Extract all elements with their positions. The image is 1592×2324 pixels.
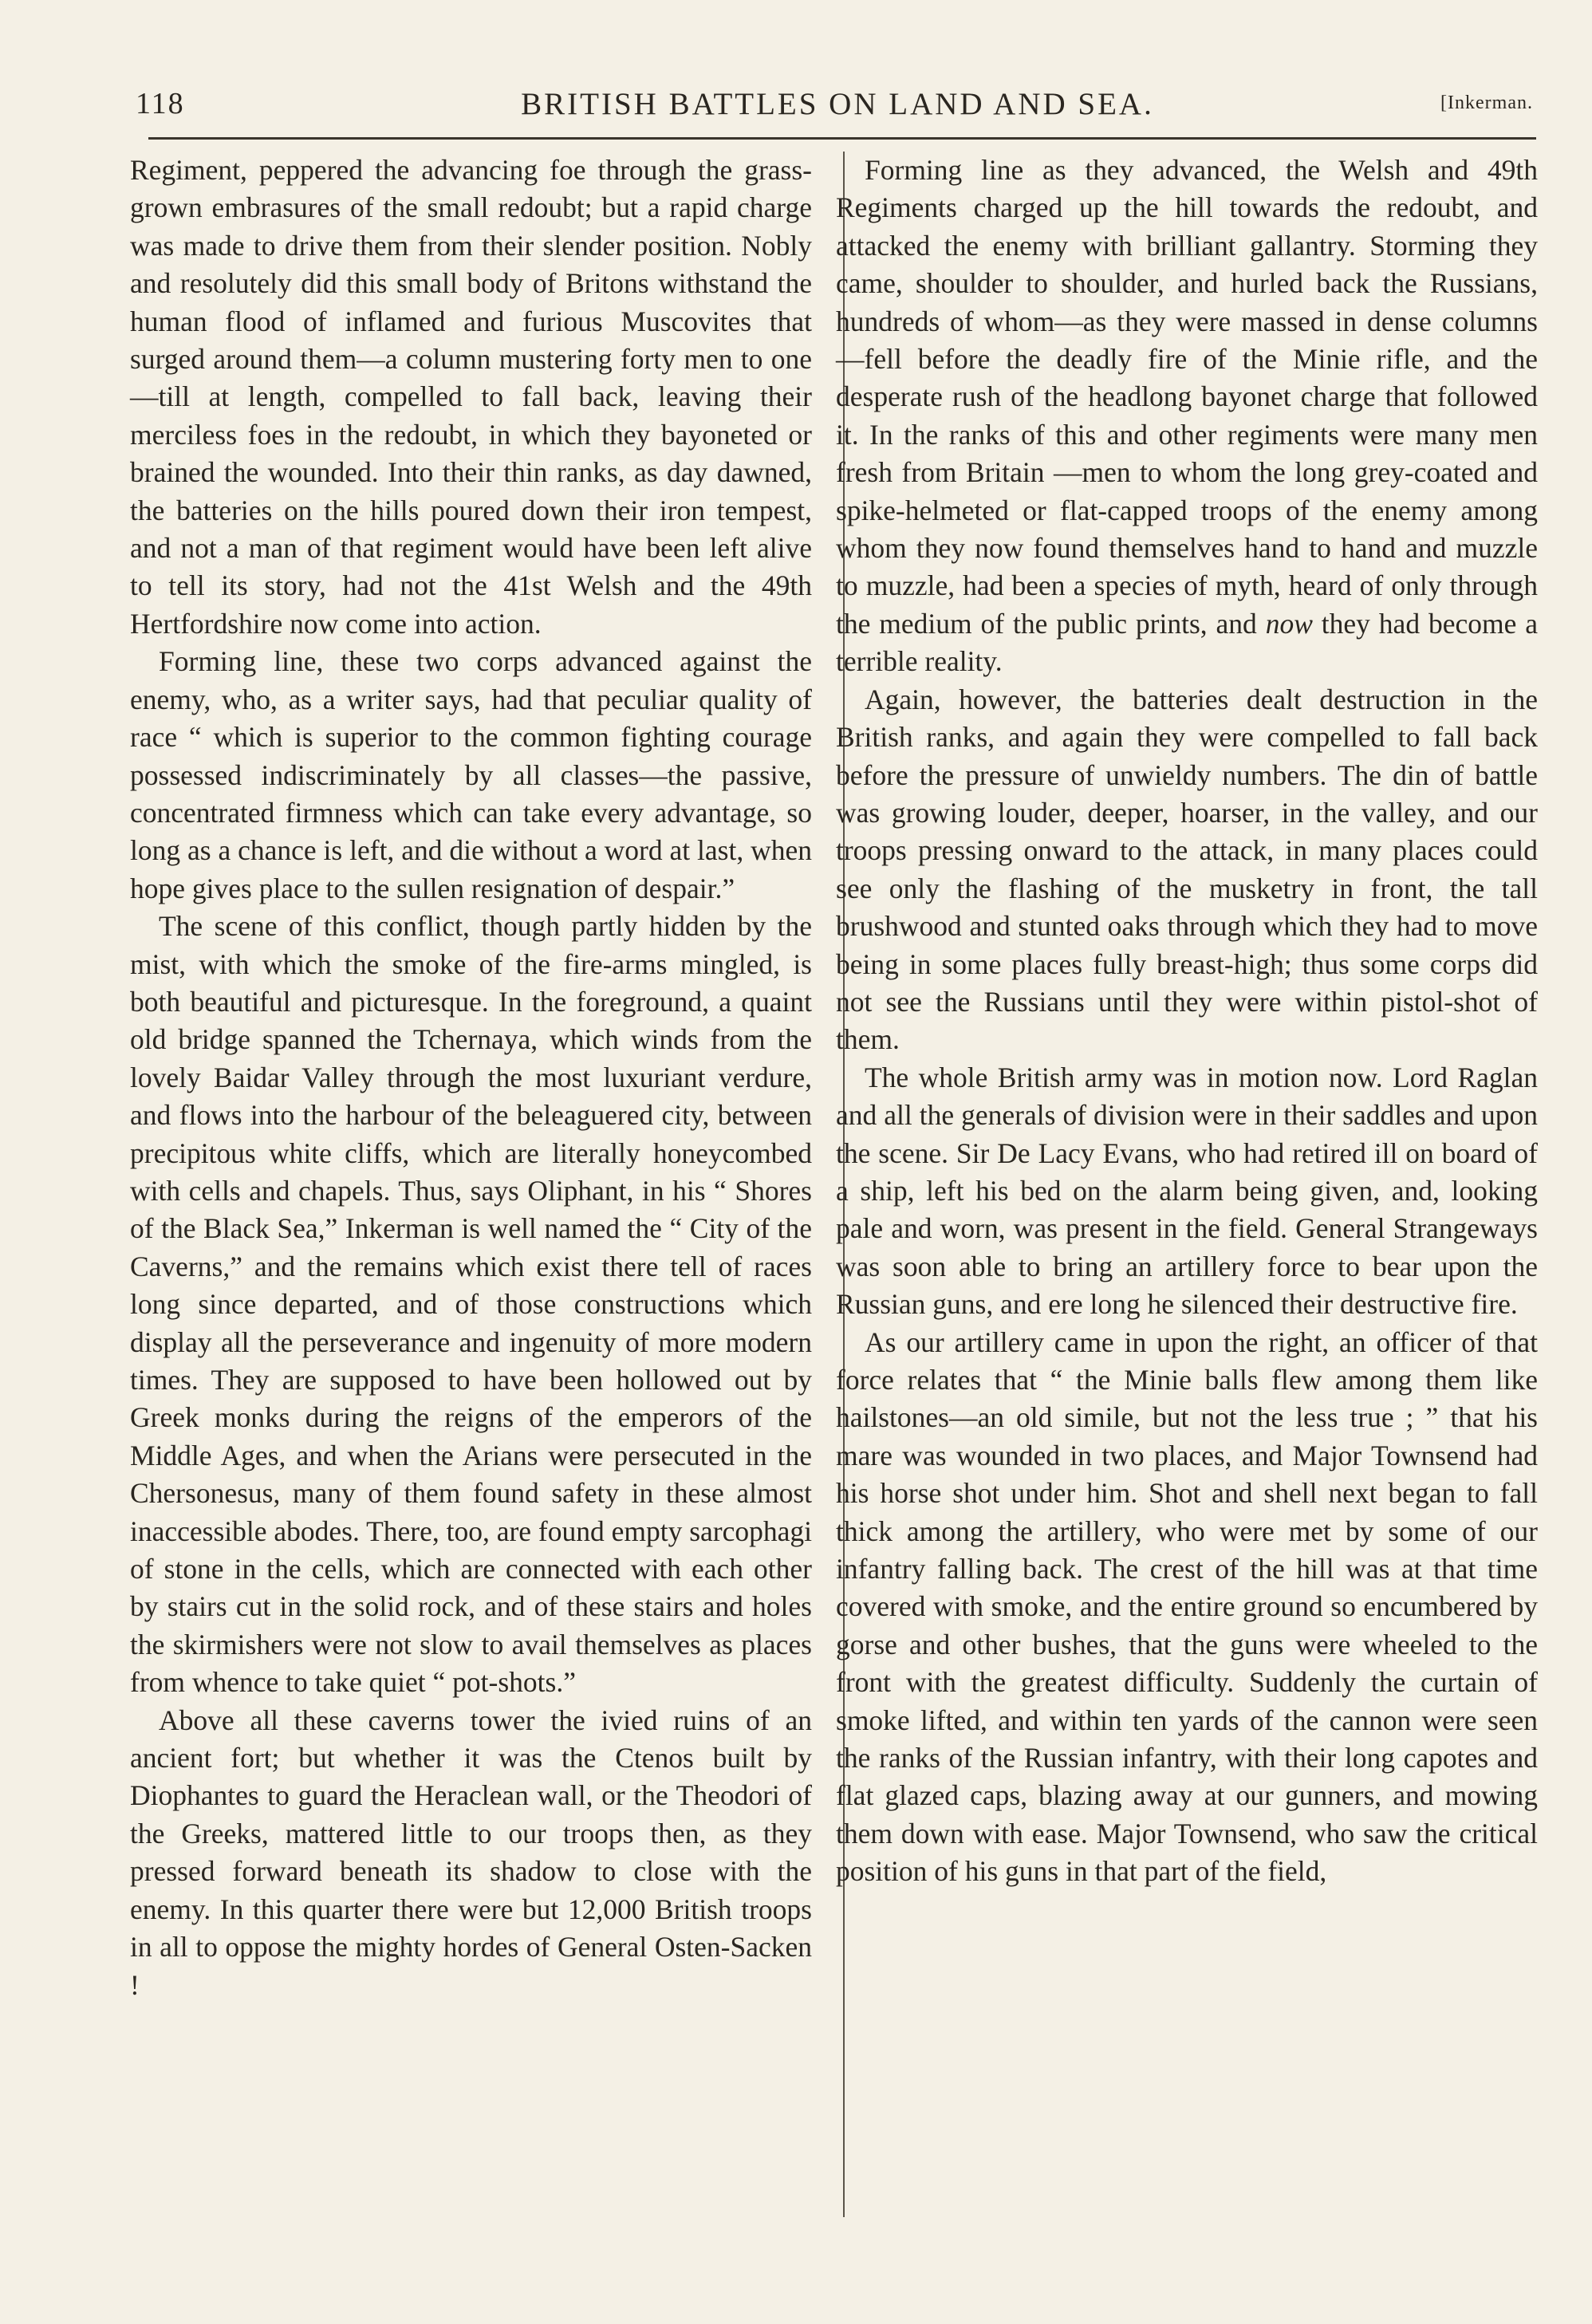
right-column (836, 152, 1538, 1891)
paragraph: The whole British army was in motion now. Lord Raglan and all the generals of division were in their saddles and upon the scene. Sir De Lacy Evans, who had retired ill on board of a ship, left his bed on the alarm being given, and, looking pale and worn, was present in the field. General Strangeways was soon able to bring an artillery force to bear upon the Russian guns, and ere long he silenced their destructive fire. (836, 1061, 1538, 1321)
paragraph: As our artillery came in upon the right, an officer of that force relates that “ the Minie balls flew among them like hailstones—an old simile, but not the less true ; ” that his mare was wounded in two places, and Major Townsend had his horse shot under him. Shot and shell next began to fall thick among the artillery, who were met by some of our infantry falling back. The crest of the hill was at that time covered with smoke, and the entire ground so encumbered by gorse and other bushes, that the guns were wheeled to the front with the greatest difficulty. Suddenly the curtain of smoke lifted, and within ten yards of the cannon were seen the ranks of the Russian infantry, with their long capotes and flat glazed caps, blazing away at our gunners, and mowing them down with ease. Major Townsend, who saw the critical position of his guns in that part of the field, (836, 1325, 1538, 1888)
paragraph: Again, however, the batteries dealt destruction in the British ranks, and again they were compelled to fall back before the pressure of unwieldy numbers. The din of battle was growing louder, deeper, hoarser, in the valley, and our troops pressing onward to the attack, in many places could see only the flashing of the musketry in front, the tall brushwood and stunted oaks through which they had to move being in some places fully breast-high; thus some corps did not see the Russians until they were within pistol-shot of them. (836, 683, 1538, 1056)
section-tag: [Inkerman. (1440, 93, 1533, 113)
paragraph-text: Forming line as they advanced, the Welsh and 49th Regiments charged up the hill towards the redoubt, and attacked the enemy with brilliant gallantry. Storming they came, shoulder to shoulder, and hurled back the Russians, hundreds of whom—as they were massed in dense columns—fell before the deadly fire of the Minie rifle, and the desperate rush of the headlong bayonet charge that followed it. In the ranks of this and other regiments were many men fresh from Britain —men to whom the long grey-coated and spike-helmeted or flat-capped troops of the enemy among whom they now found themselves hand to hand and muzzle to muzzle, had been a species of myth, heard of only through the medium of the public prints, and (836, 154, 1538, 640)
page-number: 118 (136, 87, 185, 120)
paragraph-text: they had become a terrible reality. (836, 607, 1539, 678)
page-header (136, 80, 1539, 129)
italic-word: now (1265, 607, 1313, 640)
paragraph: Above all these caverns tower the ivied ruins of an ancient fort; but whether it was the Ctenos built by Diophantes to guard the Heraclean wall, or the Theodori of the Greeks, mattered little to our troops then, as they pressed forward beneath its shadow to close with the enemy. In this quarter there were but 12,000 British troops in all to oppose the mighty hordes of General Osten-Sacken ! (130, 1704, 812, 2001)
running-title: BRITISH BATTLES ON LAND AND SEA. (521, 87, 1154, 121)
header-rule (148, 137, 1536, 140)
left-column (130, 152, 812, 2004)
paragraph: The scene of this conflict, though partly hidden by the mist, with which the smoke of the fire-arms mingled, is both beautiful and picturesque. In the foreground, a quaint old bridge spanned the Tchernaya, which winds from the lovely Baidar Valley through the most luxuriant verdure, and flows into the harbour of the beleaguered city, between precipitous white cliffs, which are literally honeycombed with cells and chapels. Thus, says Oliphant, in his “ Shores of the Black Sea,” Inkerman is well named the “ City of the Caverns,” and the remains which exist there tell of races long since departed, and of those constructions which display all the perseverance and ingenuity of more modern times. They are supposed to have been hollowed out by Greek monks during the reigns of the emperors of the Middle Ages, and when the Arians were persecuted in the Chersonesus, many of them found safety in these almost inaccessible abodes. There, too, are found empty sarcophagi of stone in the cells, which are connected with each other by stairs cut in the solid rock, and of these stairs and holes the skirmishers were not slow to avail themselves as places from whence to take quiet “ pot-shots.” (130, 910, 812, 1699)
paragraph: Forming line, these two corps advanced against the enemy, who, as a writer says, had that peculiar quality of race “ which is superior to the common fighting courage possessed indiscriminately by all classes—the passive, concentrated firmness which can take every advantage, so long as a chance is left, and die without a word at last, when hope gives place to the sullen resignation of despair.” (130, 645, 812, 904)
paragraph: Regiment, peppered the advancing foe through the grass-grown embrasures of the small redoubt; but a rapid charge was made to drive them from their slender position. Nobly and resolutely did this small body of Britons withstand the human flood of inflamed and furious Muscovites that surged around them—a column mustering forty men to one—till at length, compelled to fall back, leaving their merciless foes in the redoubt, in which they bayoneted or brained the wounded. Into their thin ranks, as day dawned, the batteries on the hills poured down their iron tempest, and not a man of that regiment would have been left alive to tell its story, had not the 41st Welsh and the 49th Hertfordshire now come into action. (130, 154, 812, 640)
paragraph (836, 152, 1538, 681)
